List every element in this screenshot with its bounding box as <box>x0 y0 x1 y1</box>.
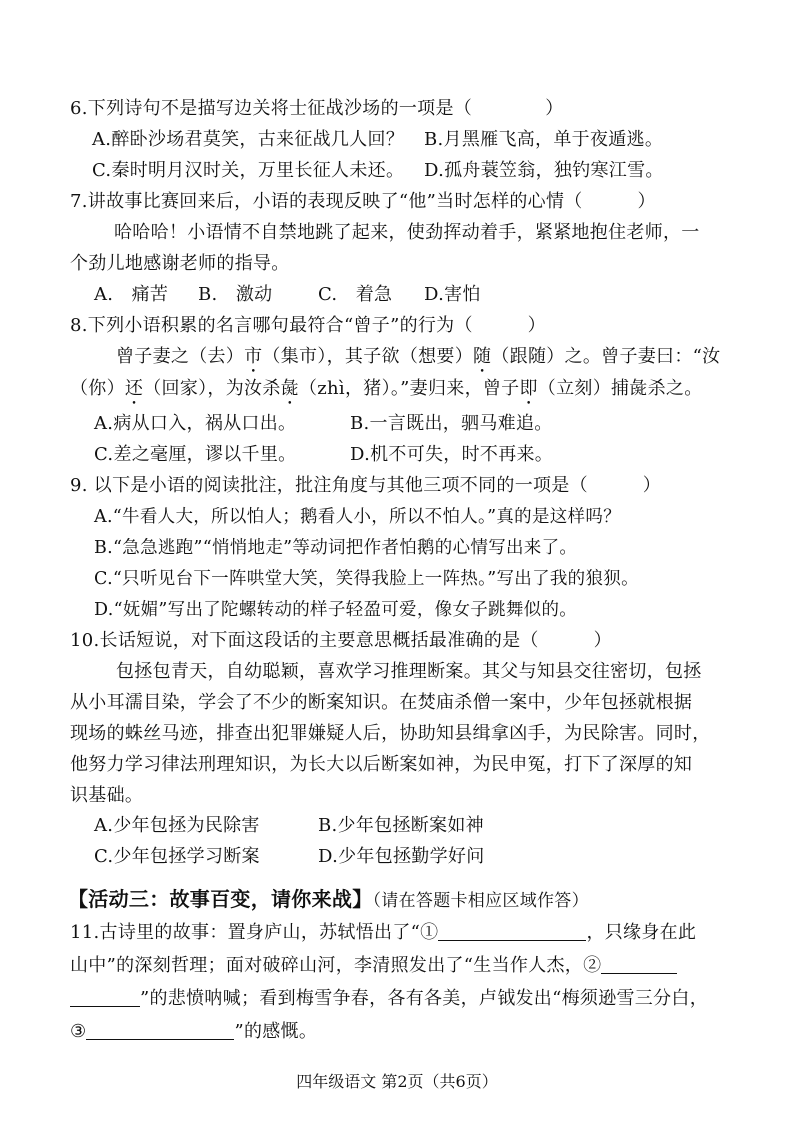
q8-p2-a: （你） <box>70 378 125 399</box>
q10-passage-line-5: 识基础。 <box>70 785 144 806</box>
q10-passage-line-2: 从小耳濡目染，学会了不少的断案知识。在焚庙杀僧一案中，少年包拯就根据 <box>70 692 693 713</box>
q11-l4-a: ③ <box>70 1021 87 1042</box>
q6-option-d: D.孤舟蓑笠翁，独钓寒江雪。 <box>424 160 664 181</box>
q11-l1-b: ，只缘身在此 <box>586 922 697 943</box>
q8-p2-g: （立刻）捕彘杀之。 <box>537 378 703 399</box>
q10-passage-line-3: 现场的蛛丝马迹，排查出犯罪嫌疑人后，协助知县缉拿凶手，为民除害。同时， <box>70 723 711 744</box>
q8-p1-a: 曾子妻之（去） <box>116 346 245 367</box>
q8-p2-c: （回家），为汝杀 <box>143 378 281 399</box>
q8-p1-c: （集市），其子欲（想要） <box>262 346 474 367</box>
q8-option-c: C.差之毫厘，谬以千里。 <box>94 444 297 465</box>
q8-p1-b: 市 <box>244 346 263 367</box>
q8-p1-e: （跟随）之。曾子妻曰：“汝 <box>491 346 721 367</box>
q7-option-a: A. 痛苦 <box>94 284 169 305</box>
q6-stem: 6.下列诗句不是描写边关将士征战沙场的一项是（ ） <box>70 98 564 119</box>
q8-p1-d: 随 <box>473 346 492 367</box>
q11-blank-3[interactable] <box>86 1019 234 1040</box>
q7-passage-line-2: 个劲儿地感谢老师的指导。 <box>70 253 290 274</box>
q7-passage-line-1: 哈哈哈！小语情不自禁地跳了起来，使劲挥动着手，紧紧地抱住老师，一 <box>114 222 700 243</box>
q11-line-3 <box>70 986 708 1012</box>
q8-p2-f: 即 <box>519 378 538 399</box>
q8-p2-d: 彘 <box>280 378 299 399</box>
q9-option-b: B.“急急逃跑”“悄悄地走”等动词把作者怕鹅的心情写出来了。 <box>94 538 578 558</box>
q9-option-d: D.“妩媚”写出了陀螺转动的样子轻盈可爱，像女子跳舞似的。 <box>94 600 578 620</box>
q7-option-c: C. 着急 <box>318 284 393 305</box>
q8-p2-b: 还 <box>124 378 144 399</box>
q9-option-c: C.“只听见台下一阵哄堂大笑，笑得我脸上一阵热。”写出了我的狼狈。 <box>94 569 639 589</box>
q8-passage-line-2 <box>70 376 703 409</box>
q8-option-d: D.机不可失，时不再来。 <box>350 444 554 465</box>
q8-p2-e: （zhì，猪）。”妻归来，曾子 <box>298 378 520 399</box>
page-footer: 四年级语文 第2页（共6页） <box>296 1072 498 1091</box>
q6-option-c: C.秦时明月汉时关，万里长征人未还。 <box>92 160 405 181</box>
q11-blank-1[interactable] <box>438 920 586 941</box>
q10-option-d: D.少年包拯勤学好问 <box>318 846 485 867</box>
q11-blank-2-part-2[interactable] <box>70 986 140 1007</box>
q9-stem: 9. 以下是小语的阅读批注，批注角度与其他三项不同的一项是（ ） <box>70 475 662 496</box>
q8-passage-line-1 <box>116 344 720 377</box>
q7-stem: 7.讲故事比赛回来后，小语的表现反映了“他”当时怎样的心情（ ） <box>70 191 656 212</box>
q6-option-a: A.醉卧沙场君莫笑，古来征战几人回？ <box>92 129 405 150</box>
q11-l1-a: 11.古诗里的故事：置身庐山，苏轼悟出了“① <box>70 922 439 943</box>
q10-stem: 10.长话短说，对下面这段话的主要意思概括最准确的是（ ） <box>70 630 612 651</box>
q10-passage-line-4: 他努力学习律法刑理知识，为长大以后断案如神，为民申冤，打下了深厚的知 <box>70 754 693 775</box>
q11-l2: 山中”的深刻哲理；面对破碎山河，李清照发出了“生当作人杰，② <box>70 955 602 976</box>
q7-option-d: D.害怕 <box>424 284 481 305</box>
q10-option-b: B.少年包拯断案如神 <box>318 815 484 836</box>
q10-option-c: C.少年包拯学习断案 <box>94 846 260 867</box>
q10-passage-line-1: 包拯包青天，自幼聪颖，喜欢学习推理断案。其父与知县交往密切，包拯 <box>116 661 702 682</box>
q11-line-2 <box>70 953 677 979</box>
q9-option-a: A.“牛看人大，所以怕人；鹅看人小，所以不怕人。”真的是这样吗？ <box>94 507 621 527</box>
q11-line-1 <box>70 920 696 946</box>
q7-option-b: B. 激动 <box>198 284 273 305</box>
q8-option-a: A.病从口入，祸从口出。 <box>94 413 297 434</box>
q11-line-4 <box>70 1019 317 1045</box>
q8-stem: 8.下列小语积累的名言哪句最符合“曾子”的行为（ ） <box>70 315 546 336</box>
section-3-title: 【活动三：故事百变，请你来战】 <box>68 887 373 911</box>
q8-option-b: B.一言既出，驷马难追。 <box>350 413 553 434</box>
q11-l3-b: ”的悲愤呐喊；看到梅雪争春，各有各美，卢钺发出“梅须逊雪三分白， <box>140 988 709 1009</box>
q6-option-b: B.月黑雁飞高，单于夜遁逃。 <box>424 129 664 150</box>
section-3-note: （请在答题卡相应区域作答） <box>372 891 589 911</box>
q11-l4-b: ”的感慨。 <box>234 1021 318 1042</box>
section-3-header <box>68 886 589 914</box>
q11-blank-2-part-1[interactable] <box>601 953 677 974</box>
q10-option-a: A.少年包拯为民除害 <box>94 815 260 836</box>
